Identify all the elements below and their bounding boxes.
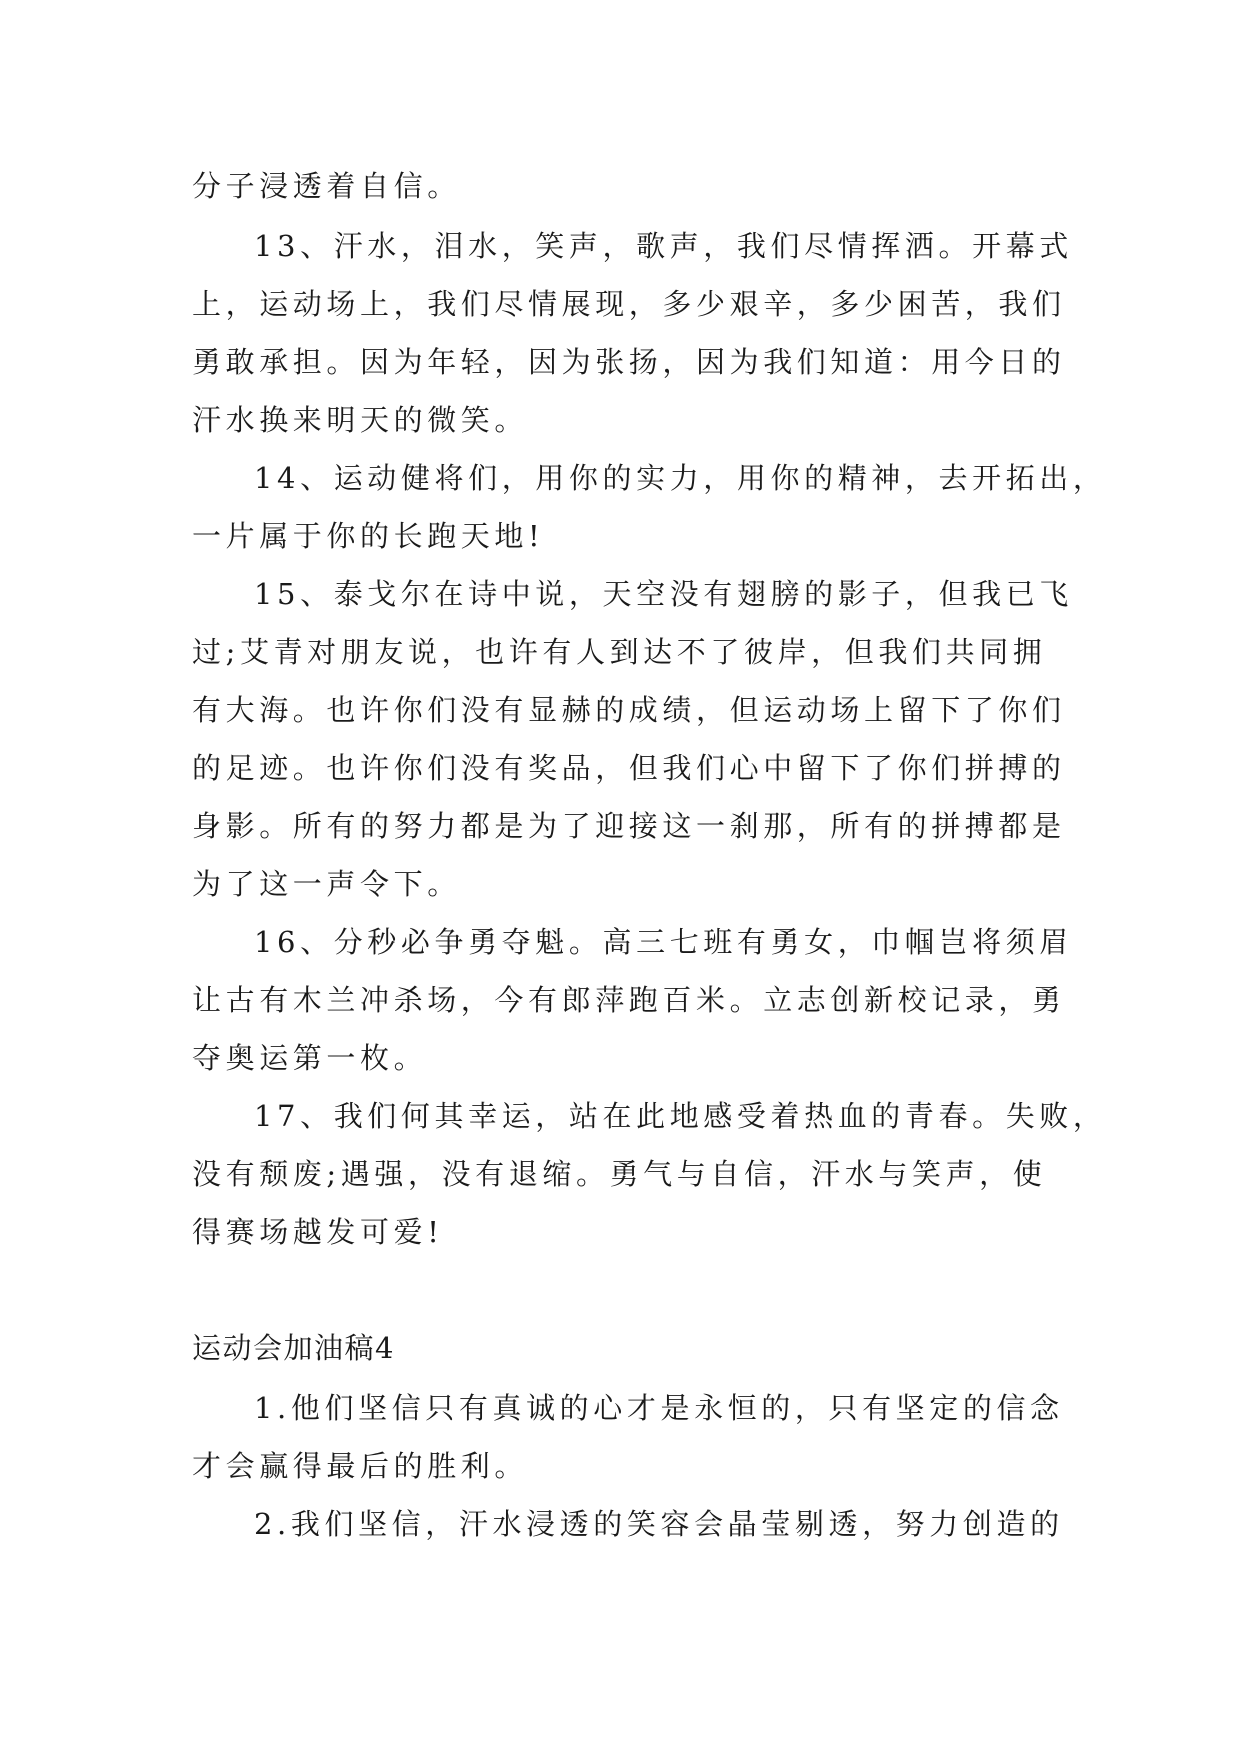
paragraph-line: 一片属于你的长跑天地! bbox=[192, 519, 545, 553]
paragraph-line: 为了这一声令下。 bbox=[192, 867, 461, 901]
paragraph-line: 过;艾青对朋友说，也许有人到达不了彼岸，但我们共同拥 bbox=[192, 635, 1047, 669]
paragraph-line: 让古有木兰冲杀场，今有郎萍跑百米。立志创新校记录，勇 bbox=[192, 983, 1066, 1017]
paragraph-line: 分子浸透着自信。 bbox=[192, 169, 461, 203]
paragraph-line: 14、运动健将们，用你的实力，用你的精神，去开拓出， bbox=[254, 461, 1107, 495]
section-heading: 运动会加油稿4 bbox=[192, 1331, 395, 1365]
paragraph-line: 才会赢得最后的胜利。 bbox=[192, 1449, 529, 1483]
paragraph-line: 13、汗水，泪水，笑声，歌声，我们尽情挥洒。开幕式 bbox=[254, 229, 1073, 263]
paragraph-line: 上，运动场上，我们尽情展现，多少艰辛，多少困苦，我们 bbox=[192, 287, 1066, 321]
paragraph-line: 15、泰戈尔在诗中说，天空没有翅膀的影子，但我已飞 bbox=[254, 577, 1073, 611]
paragraph-line: 没有颓废;遇强，没有退缩。勇气与自信，汗水与笑声，使 bbox=[192, 1157, 1047, 1191]
paragraph-line: 汗水换来明天的微笑。 bbox=[192, 403, 529, 437]
paragraph-line: 有大海。也许你们没有显赫的成绩，但运动场上留下了你们 bbox=[192, 693, 1066, 727]
paragraph-line: 勇敢承担。因为年轻，因为张扬，因为我们知道：用今日的 bbox=[192, 345, 1066, 379]
paragraph-line: 得赛场越发可爱! bbox=[192, 1215, 444, 1249]
paragraph-line: 身影。所有的努力都是为了迎接这一刹那，所有的拼搏都是 bbox=[192, 809, 1066, 843]
paragraph-line: 17、我们何其幸运，站在此地感受着热血的青春。失败， bbox=[254, 1099, 1107, 1133]
paragraph-line: 16、分秒必争勇夺魁。高三七班有勇女，巾帼岂将须眉 bbox=[254, 925, 1073, 959]
paragraph-line: 2.我们坚信，汗水浸透的笑容会晶莹剔透，努力创造的 bbox=[254, 1507, 1064, 1541]
paragraph-line: 夺奥运第一枚。 bbox=[192, 1041, 428, 1075]
paragraph-line: 1.他们坚信只有真诚的心才是永恒的，只有坚定的信念 bbox=[254, 1391, 1064, 1425]
paragraph-line: 的足迹。也许你们没有奖品，但我们心中留下了你们拼搏的 bbox=[192, 751, 1066, 785]
